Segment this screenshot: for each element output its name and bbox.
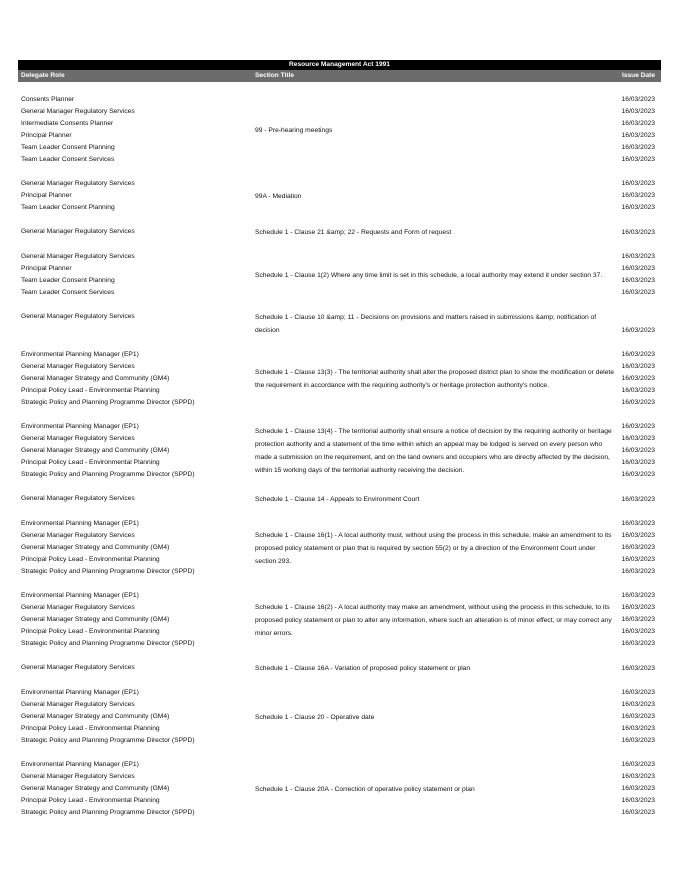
section-title-cell (255, 687, 615, 747)
issue-date: 16/03/2023 (621, 604, 655, 611)
section-title: Schedule 1 - Clause 13(4) - The territorial authority shall ensure a notice of decision by the requiring authority or heritage protection authority and a statement of the time within which an appeal may be lodged is served on every person who made a submission on the requirement, and on the land owners and occupiers who are directly affected by the decision, within 15 working days of the territorial authority receiving the decision. (255, 428, 612, 474)
section-title: Schedule 1 - Clause 1(2) Where any time limit is set in this schedule, a local authority may extend it under section 37. (255, 271, 603, 279)
delegate-roles-cell (18, 226, 255, 239)
table-row (18, 662, 661, 675)
issue-date: 16/03/2023 (621, 773, 655, 780)
issue-dates-cell (615, 421, 661, 481)
delegate-role: General Manager Strategy and Community (GM4) (21, 785, 170, 792)
delegate-role: Environmental Planning Manager (EP1) (21, 351, 139, 358)
issue-date: 16/03/2023 (621, 459, 655, 466)
issue-date: 16/03/2023 (621, 435, 655, 442)
issue-date: 16/03/2023 (621, 363, 655, 370)
table-title: Resource Management Act 1991 (18, 60, 661, 70)
section-title: Schedule 1 - Clause 20A - Correction of operative policy statement or plan (255, 785, 475, 793)
delegation-table (18, 60, 661, 831)
issue-date: 16/03/2023 (621, 289, 655, 296)
section-title: Schedule 1 - Clause 10 &amp; 11 - Decisions on provisions and matters raised in submissions &amp; notification of decision (255, 314, 597, 334)
issue-dates-cell (615, 311, 661, 337)
section-title: Schedule 1 - Clause 13(3) - The territorial authority shall alter the proposed district plan to show the modification or delete the requirement in accordance with the requiring authority's or heritage protection authority's notice. (255, 369, 614, 389)
issue-date: 16/03/2023 (621, 628, 655, 635)
table-header (18, 70, 661, 82)
issue-date: 16/03/2023 (621, 544, 655, 551)
delegate-role: General Manager Regulatory Services (21, 313, 135, 320)
section-title: Schedule 1 - Clause 14 - Appeals to Environment Court (255, 496, 420, 503)
issue-date: 16/03/2023 (621, 108, 655, 115)
section-title-cell (255, 759, 615, 819)
delegate-role: Principal Planner (21, 265, 72, 272)
table-row (18, 311, 661, 337)
section-title-cell (255, 662, 615, 675)
delegate-role: General Manager Regulatory Services (21, 180, 135, 187)
delegate-roles-cell (18, 493, 255, 506)
issue-date: 16/03/2023 (621, 665, 655, 672)
delegate-role: Environmental Planning Manager (EP1) (21, 592, 139, 599)
issue-date: 16/03/2023 (621, 156, 655, 163)
delegate-role: Team Leader Consent Planning (21, 277, 115, 284)
issue-date: 16/03/2023 (621, 447, 655, 454)
issue-date: 16/03/2023 (621, 532, 655, 539)
issue-dates-cell (615, 493, 661, 506)
delegate-role: Strategic Policy and Planning Programme Director (SPPD) (21, 640, 195, 647)
issue-date: 16/03/2023 (621, 192, 655, 199)
delegate-role: Environmental Planning Manager (EP1) (21, 520, 139, 527)
issue-date: 16/03/2023 (621, 387, 655, 394)
delegate-role: Principal Planner (21, 192, 72, 199)
delegate-role: Consents Planner (21, 96, 75, 103)
issue-date: 16/03/2023 (621, 761, 655, 768)
section-title-cell (255, 178, 615, 214)
header-delegate-role: Delegate Role (21, 72, 65, 79)
delegate-roles-cell (18, 349, 255, 409)
table-row (18, 226, 661, 239)
issue-date: 16/03/2023 (621, 568, 655, 575)
table-row (18, 94, 661, 166)
issue-date: 16/03/2023 (621, 785, 655, 792)
delegate-role: Strategic Policy and Planning Programme Director (SPPD) (21, 471, 195, 478)
header-section-title: Section Title (255, 72, 295, 79)
section-title-cell (255, 94, 615, 166)
issue-date: 16/03/2023 (621, 496, 655, 503)
section-title: Schedule 1 - Clause 21 &amp; 22 - Requests and Form of request (255, 229, 452, 236)
delegate-role: General Manager Regulatory Services (21, 701, 135, 708)
delegate-role: Principal Policy Lead - Environmental Planning (21, 459, 160, 466)
section-title: Schedule 1 - Clause 16(1) - A local authority must, without using the process in this schedule, make an amendment to its proposed policy statement or plan that is required by section 55(2) or by a direction of the Environment Court under section 293. (255, 531, 612, 565)
issue-date: 16/03/2023 (621, 737, 655, 744)
table-row (18, 759, 661, 819)
issue-dates-cell (615, 94, 661, 166)
delegate-roles-cell (18, 662, 255, 675)
section-title-cell (255, 251, 615, 299)
issue-date: 16/03/2023 (621, 180, 655, 187)
delegate-role: General Manager Regulatory Services (21, 253, 135, 260)
delegate-role: Strategic Policy and Planning Programme Director (SPPD) (21, 568, 195, 575)
section-title-cell (255, 590, 615, 650)
delegate-role: Principal Policy Lead - Environmental Planning (21, 725, 160, 732)
issue-date: 16/03/2023 (621, 689, 655, 696)
issue-date: 16/03/2023 (621, 229, 655, 236)
header-issue-date: Issue Date (622, 72, 655, 79)
table-row (18, 493, 661, 506)
delegate-role: General Manager Regulatory Services (21, 435, 135, 442)
delegate-role: General Manager Regulatory Services (21, 664, 135, 671)
issue-dates-cell (615, 687, 661, 747)
delegate-role: General Manager Regulatory Services (21, 532, 135, 539)
delegate-roles-cell (18, 178, 255, 214)
issue-date: 16/03/2023 (621, 809, 655, 816)
delegate-role: Principal Policy Lead - Environmental Planning (21, 556, 160, 563)
issue-date: 16/03/2023 (621, 96, 655, 103)
section-title-cell (255, 493, 615, 506)
section-title: 99 - Pre-hearing meetings (255, 126, 333, 134)
issue-dates-cell (615, 251, 661, 299)
table-row (18, 590, 661, 650)
delegate-roles-cell (18, 311, 255, 337)
delegate-roles-cell (18, 518, 255, 578)
issue-date: 16/03/2023 (621, 797, 655, 804)
delegate-role: Strategic Policy and Planning Programme Director (SPPD) (21, 737, 195, 744)
issue-date: 16/03/2023 (621, 592, 655, 599)
delegate-role: Principal Planner (21, 132, 72, 139)
table-row (18, 251, 661, 299)
table-row (18, 518, 661, 578)
table-row (18, 178, 661, 214)
delegate-roles-cell (18, 421, 255, 481)
issue-date: 16/03/2023 (621, 556, 655, 563)
issue-date: 16/03/2023 (621, 265, 655, 272)
delegate-role: General Manager Regulatory Services (21, 604, 135, 611)
issue-date: 16/03/2023 (621, 423, 655, 430)
section-title-cell (255, 311, 615, 337)
delegate-roles-cell (18, 590, 255, 650)
delegate-role: Principal Policy Lead - Environmental Planning (21, 628, 160, 635)
section-title-cell (255, 349, 615, 409)
delegate-role: General Manager Strategy and Community (GM4) (21, 375, 170, 382)
delegate-role: Team Leader Consent Planning (21, 144, 115, 151)
issue-date: 16/03/2023 (621, 616, 655, 623)
issue-date: 16/03/2023 (621, 471, 655, 478)
section-title: Schedule 1 - Clause 16A - Variation of proposed policy statement or plan (255, 665, 471, 672)
delegate-roles-cell (18, 251, 255, 299)
section-title-cell (255, 421, 615, 481)
issue-date: 16/03/2023 (621, 132, 655, 139)
table-row (18, 349, 661, 409)
issue-dates-cell (615, 226, 661, 239)
table-row (18, 421, 661, 481)
delegate-role: Team Leader Consent Services (21, 289, 115, 296)
delegate-role: Strategic Policy and Planning Programme Director (SPPD) (21, 809, 195, 816)
section-title-cell (255, 226, 615, 239)
delegate-role: Principal Policy Lead - Environmental Planning (21, 797, 160, 804)
delegate-roles-cell (18, 687, 255, 747)
issue-dates-cell (615, 518, 661, 578)
section-title: Schedule 1 - Clause 16(2) - A local authority may make an amendment, without using the process in this schedule, to its proposed policy statement or plan to alter any information, where such an alteration is of minor effect, or may correct any minor errors. (255, 603, 612, 637)
issue-date: 16/03/2023 (621, 351, 655, 358)
delegate-role: General Manager Strategy and Community (GM4) (21, 713, 170, 720)
delegate-roles-cell (18, 759, 255, 819)
issue-date: 16/03/2023 (621, 725, 655, 732)
delegate-role: General Manager Regulatory Services (21, 363, 135, 370)
section-title: Schedule 1 - Clause 20 - Operative date (255, 713, 375, 721)
issue-dates-cell (615, 759, 661, 819)
issue-date: 16/03/2023 (621, 399, 655, 406)
issue-date: 16/03/2023 (621, 701, 655, 708)
issue-date: 16/03/2023 (621, 640, 655, 647)
delegate-role: General Manager Regulatory Services (21, 773, 135, 780)
issue-dates-cell (615, 590, 661, 650)
delegate-role: Principal Policy Lead - Environmental Planning (21, 387, 160, 394)
issue-dates-cell (615, 349, 661, 409)
issue-date: 16/03/2023 (621, 375, 655, 382)
issue-date: 16/03/2023 (621, 713, 655, 720)
issue-date: 16/03/2023 (621, 204, 655, 211)
issue-date: 16/03/2023 (621, 277, 655, 284)
delegate-role: Environmental Planning Manager (EP1) (21, 689, 139, 696)
section-title-cell (255, 518, 615, 578)
issue-dates-cell (615, 178, 661, 214)
delegate-role: General Manager Strategy and Community (GM4) (21, 616, 170, 623)
delegate-role: General Manager Strategy and Community (GM4) (21, 447, 170, 454)
table-row (18, 687, 661, 747)
delegate-role: Environmental Planning Manager (EP1) (21, 423, 139, 430)
delegate-role: General Manager Strategy and Community (GM4) (21, 544, 170, 551)
delegate-role: Intermediate Consents Planner (21, 120, 114, 127)
table-body (18, 94, 661, 819)
issue-date: 16/03/2023 (621, 327, 655, 334)
delegate-role: Team Leader Consent Services (21, 156, 115, 163)
delegate-role: Team Leader Consent Planning (21, 204, 115, 211)
delegate-roles-cell (18, 94, 255, 166)
delegate-role: General Manager Regulatory Services (21, 495, 135, 502)
delegate-role: Environmental Planning Manager (EP1) (21, 761, 139, 768)
issue-date: 16/03/2023 (621, 253, 655, 260)
issue-date: 16/03/2023 (621, 520, 655, 527)
issue-dates-cell (615, 662, 661, 675)
issue-date: 16/03/2023 (621, 120, 655, 127)
issue-date: 16/03/2023 (621, 144, 655, 151)
delegate-role: General Manager Regulatory Services (21, 108, 135, 115)
delegate-role: Strategic Policy and Planning Programme Director (SPPD) (21, 399, 195, 406)
delegate-role: General Manager Regulatory Services (21, 228, 135, 235)
section-title: 99A - Mediation (255, 192, 302, 200)
